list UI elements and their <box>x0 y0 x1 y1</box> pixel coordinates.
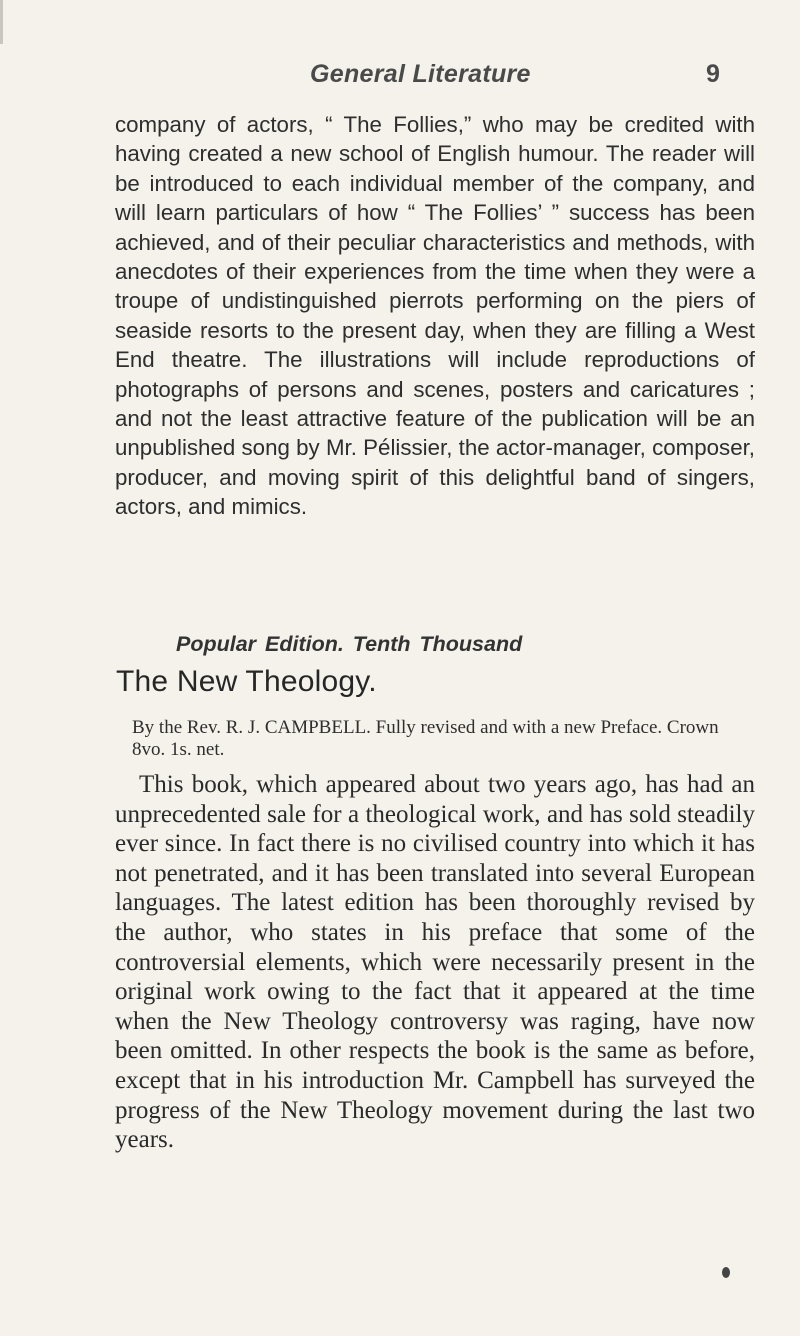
page-edge <box>0 0 3 44</box>
book-description: This book, which appeared about two years ago, has had an unprecedented sale for a theological work, and has sold steadily ever since. In fact there is no civilised country into which it has not penetrated, and it has been translated into several European languages. The latest edition has been thoroughly revised by the author, who states in his preface that some of the controversial elements, which were necessarily present in the original work owing to the fact that it appeared at the time when the New Theology controversy was raging, have now been omitted. In other respects the book is the same as before, except that in his introduction Mr. Campbell has surveyed the progress of the New Theology movement during the last two years. <box>115 771 755 1154</box>
intro-paragraph: company of actors, “ The Follies,” who may be credited with having created a new school of English humour. The reader will be introduced to each individual member of the company, and will learn particulars of how “ The Follies’ ” success has been achieved, and of their peculiar characteristics and methods, with anecdotes of their experiences from the time when they were a troupe of undistinguished pierrots performing on the piers of seaside resorts to the present day, when they are filling a West End theatre. The illustrations will include reproductions of photographs of persons and scenes, posters and caricatures ; and not the least attractive feature of the publication will be an unpublished song by Mr. Pélissier, the actor-manager, composer, producer, and moving spirit of this delightful band of singers, actors, and mimics. <box>115 112 755 520</box>
running-head <box>0 60 800 90</box>
edition-line: Popular Edition. Tenth Thousand <box>176 632 523 656</box>
book-byline: By the Rev. R. J. CAMPBELL. Fully revised and with a new Preface. Crown 8vo. 1s. net. <box>132 717 719 760</box>
book-title: The New Theology. <box>116 665 377 698</box>
page-number: 9 <box>706 60 720 88</box>
running-title: General Literature <box>310 60 531 88</box>
ornament-dot <box>722 1267 730 1278</box>
